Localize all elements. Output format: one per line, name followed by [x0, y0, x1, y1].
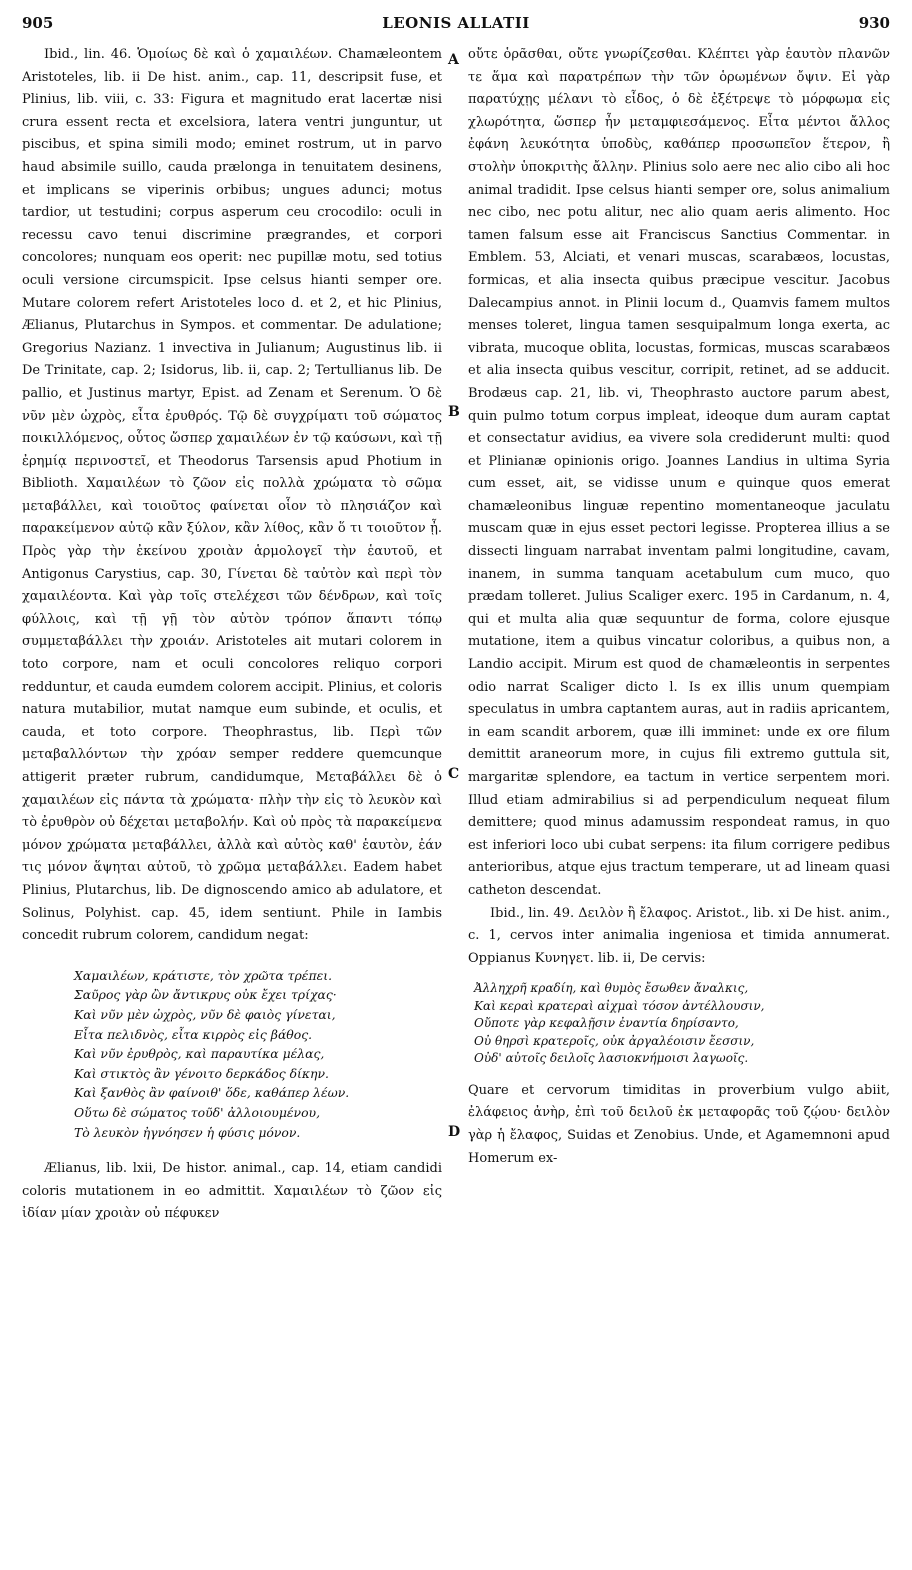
left-paragraph-1: Ibid., lin. 46. Ὁμοίως δὲ καὶ ὁ χαμαιλέων. Chamæleontem Aristoteles, lib. ii De hist. anim., cap. 11, descripsit fuse, et Plinius, lib. viii, c. 33: Figura et magnitudo erat lacertæ nisi crura essent recta et excelsiora, latera ventri junguntur, ut piscibus, et spina simili modo; eminet rostrum, ut in parvo haud absimile suillo, cauda prælonga in tenuitatem desinens, et implicans se viperinis orbibus; ungues adunci; motus tardior, ut testudini; corpus asperum ceu crocodilo: oculi in recessu cavo tenui discrimine prægrandes, et corpori concolores; nunquam eos operit: nec pupillæ motu, sed totius oculi versione circumspicit. Ipse celsus hianti semper ore. Mutare colorem refert Aristoteles loco d. et 2, et hic Plinius, Ælianus, Plutarchus in Sympos. et commentar. De adulatione; Gregorius Nazianz. 1 invectiva in Julianum; Augustinus lib. ii De Trinitate, cap. 2; Isidorus, lib. ii, cap. 2; Tertullianus lib. De pallio, et Justinus martyr, Epist. ad Zenam et Serenum. Ὁ δὲ νῦν μὲν ὠχρὸς, εἶτα ἐρυθρός. Τῷ δὲ συγχρίματι τοῦ σώματος ποικιλλόμενος, οὗτος ὥσπερ χαμαιλέων ἐν τῷ καύσωνι, καὶ τῇ ἐρημίᾳ περινοστεῖ, et Theodorus Tarsensis apud Photium in Biblioth. Χαμαιλέων τὸ ζῶον εἰς πολλὰ χρώματα τὸ σῶμα μεταβάλλει, καὶ τοιοῦτος φαίνεται οἷον τὸ πλησιάζον καὶ παρακείμενον αὐτῷ κἂν ξύλον, κἂν λίθος, κἂν ὅ τι τοιοῦτον ᾖ. Πρὸς γὰρ τὴν ἐκείνου χροιὰν ἁρμολογεῖ τὴν ἑαυτοῦ, et Antigonus Carystius, cap. 30, Γίνεται δὲ ταὐτὸν καὶ περὶ τὸν χαμαιλέοντα. Καὶ γὰρ τοῖς στελέχεσι τῶν δένδρων, καὶ τοῖς φύλλοις, καὶ τῇ γῇ τὸν αὐτὸν τρόπον ἅπαντι τόπῳ συμμεταβάλλει τὴν χροιάν. Aristoteles ait mutari colorem in toto corpore, nam et oculi concolores reliquo corpori redduntur, et cauda eumdem colorem accipit. Plinius, et coloris natura mutabilior, mutat namque eum subinde, et oculis, et cauda, et toto corpore. Theophrastus, lib. Περὶ τῶν μεταβαλλόντων τὴν χρόαν semper reddere quemcunque attigerit præter rubrum, candidumque, Μεταβάλλει δὲ ὁ χαμαιλέων εἰς πάντα τὰ χρώματα· πλὴν τὴν εἰς τὸ λευκὸν καὶ τὸ ἐρυθρὸν οὐ δέχεται μεταβολήν. Καὶ οὐ πρὸς τὰ παρακείμενα μόνον χρώματα μεταβάλλει, ἀλλὰ καὶ αὐτὸς καθ' ἑαυτὸν, ἐάν τις μόνον ἅψηται αὐτοῦ, τὸ χρῶμα μεταβάλλει. Eadem habet Plinius, Plutarchus, lib. De dignoscendo amico ab adulatore, et Solinus, Polyhist. cap. 45, idem sentiunt. Phile in Iambis concedit rubrum colorem, candidum negat:	[22, 47, 442, 944]
running-head: LEONIS ALLATII	[382, 14, 530, 32]
verse-line: Καὶ ξανθὸς ἂν φαίνοιθ' ὅδε, καθάπερ λέων.	[74, 1085, 350, 1101]
verse-line: Τὸ λευκὸν ἠγνόησεν ἡ φύσις μόνον.	[74, 1124, 301, 1140]
verse-line: Χαμαιλέων, κράτιστε, τὸν χρῶτα τρέπει.	[74, 967, 333, 983]
margin-letter-c: C	[448, 766, 460, 782]
page-number-left: 905	[22, 14, 54, 32]
margin-letter-d: D	[448, 1124, 461, 1140]
verse-line: Οὐ θηρσὶ κρατεροῖς, οὐκ ἀργαλέοισιν ἔεσσιν,	[474, 1033, 755, 1048]
verse-line: Οὐδ' αὐτοῖς δειλοῖς λασιοκνήμοισι λαγωοῖς.	[474, 1051, 749, 1066]
margin-letter-b: B	[448, 404, 460, 420]
page-number-right: 930	[858, 14, 890, 32]
right-paragraph-2: Ibid., lin. 49. Δειλὸν ἢ ἔλαφος. Aristot., lib. xi De hist. anim., c. 1, cervos inter animalia ingeniosa et timida annumerat. Oppianus Κυνηγετ. lib. ii, De cervis:	[468, 905, 890, 966]
right-paragraph-3: Quare et cervorum timiditas in proverbium vulgo abiit, ἐλάφειος ἀνὴρ, ἐπὶ τοῦ δειλοῦ ἐκ μεταφορᾶς τοῦ ζῴου· δειλὸν γὰρ ἡ ἔλαφος, Suidas et Zenobius. Unde, et Agamemnoni apud Homerum ex-	[468, 1082, 890, 1166]
verse-line: Καὶ νῦν ἐρυθρὸς, καὶ παραυτίκα μέλας,	[74, 1046, 325, 1062]
left-column	[22, 44, 442, 1226]
verse-line: Ἀλληχρῆ κραδίη, καὶ θυμὸς ἔσωθεν ἄναλκις,	[474, 981, 749, 996]
verse-line: Σαῦρος γὰρ ὢν ἄντικρυς οὐκ ἔχει τρίχας·	[74, 987, 337, 1003]
verse-line: Καὶ στικτὸς ἂν γένοιτο δερκάδος δίκην.	[74, 1065, 329, 1081]
right-paragraph-1: οὔτε ὁρᾶσθαι, οὔτε γνωρίζεσθαι. Κλέπτει γὰρ ἑαυτὸν πλανῶν τε ἅμα καὶ παρατρέπων τὴν τῶν ὁρωμένων ὄψιν. Εἰ γὰρ παρατύχῃς μέλανι τὸ εἶδος, ὁ δὲ ἐξέτρεψε τὸ μόρφωμα εἰς χλωρότητα, ὥσπερ ἦν μεταμφιεσάμενος. Εἶτα μέντοι ἄλλος ἐφάνη λευκότητα ὑποδὺς, καθάπερ προσωπεῖον ἕτερον, ἢ στολὴν ὑποκριτὴς ἄλλην. Plinius solo aere nec alio cibo ali hoc animal tradidit. Ipse celsus hianti semper ore, solus animalium nec cibo, nec potu alitur, nec alio quam aeris alimento. Hoc tamen falsum esse ait Franciscus Sanctius Commentar. in Emblem. 53, Alciati, et venari muscas, scarabæos, locustas, formicas, et alia insecta quibus præcipue vescitur. Jacobus Dalecampius annot. in Plinii locum d., Quamvis famem multos menses toleret, lingua tamen sesquipalmum longa exerta, ac vibrata, mucoque oblita, locustas, formicas, muscas scarabæos et alia insecta quibus vescitur, corripit, retinet, ad se adducit. Brodæus cap. 21, lib. vi, Theophrasto auctore parum abest, quin pulmo totum corpus impleat, ideoque dum auram captat et consectatur avidius, ea vivere sola crediderunt multi: quod et Plinianæ opinionis origo. Joannes Landius in ultima Syria cum esset, ait, se vidisse unum e quinque quos emerat chamæleonibus linguæ repentino momentaneoque jaculatu muscam quæ in ejus esset pectori legisse. Propterea illius a se dissecti linguam narrabat inventam palmi longitudine, cavam, inanem, in summa tanquam acetabulum cum muco, quo prædam tolleret. Julius Scaliger exerc. 195 in Cardanum, n. 4, qui et multa alia quæ sequuntur de forma, colore ejusque mutatione, item a quibus vincatur coloribus, a quibus non, a Landio accipit. Mirum est quod de chamæleontis in serpentes odio narrat Scaliger dicto l. Is ex illis unum quempiam speculatus in umbra captantem auras, aut in radiis apricantem, in eam scandit arborem, quæ illi imminet: unde ex ore filum demittit araneorum more, in cujus fili extremo guttula sit, margaritæ splendore, ea tactum in vertice serpentem mori. Illud etiam admirabilius si ad perpendiculum nequeat filum demittere; quod minus adamussim respondeat ramus, in quo est inferiori loco ubi cubat serpens: ita filum corrigere pedibus anterioribus, atque ejus tractum temperare, ut ad lineam quasi catheton descendat.	[468, 47, 890, 898]
left-paragraph-2: Ælianus, lib. lxii, De histor. animal., cap. 14, etiam candidi coloris mutationem in eo admittit. Χαμαιλέων τὸ ζῶον εἰς ἰδίαν μίαν χροιὰν οὐ πέφυκεν	[22, 1161, 442, 1222]
page-header	[22, 14, 890, 40]
right-column	[468, 44, 890, 1170]
verse-line: Εἶτα πελιδνὸς, εἶτα κιρρὸς εἰς βάθος.	[74, 1026, 313, 1042]
right-verse-block	[468, 980, 890, 1068]
verse-line: Οὕτω δὲ σώματος τοῦδ' ἀλλοιουμένου,	[74, 1104, 321, 1120]
verse-line: Καὶ νῦν μὲν ὠχρὸς, νῦν δὲ φαιὸς γίνεται,	[74, 1006, 336, 1022]
left-verse-block	[22, 966, 442, 1142]
verse-line: Καὶ κεραὶ κρατεραὶ αἰχμαὶ τόσον ἀντέλλουσιν,	[474, 998, 765, 1013]
verse-line: Οὔποτε γὰρ κεφαλῇσιν ἐναντία δηρίσαντο,	[474, 1016, 739, 1031]
margin-letter-a: A	[448, 52, 459, 68]
